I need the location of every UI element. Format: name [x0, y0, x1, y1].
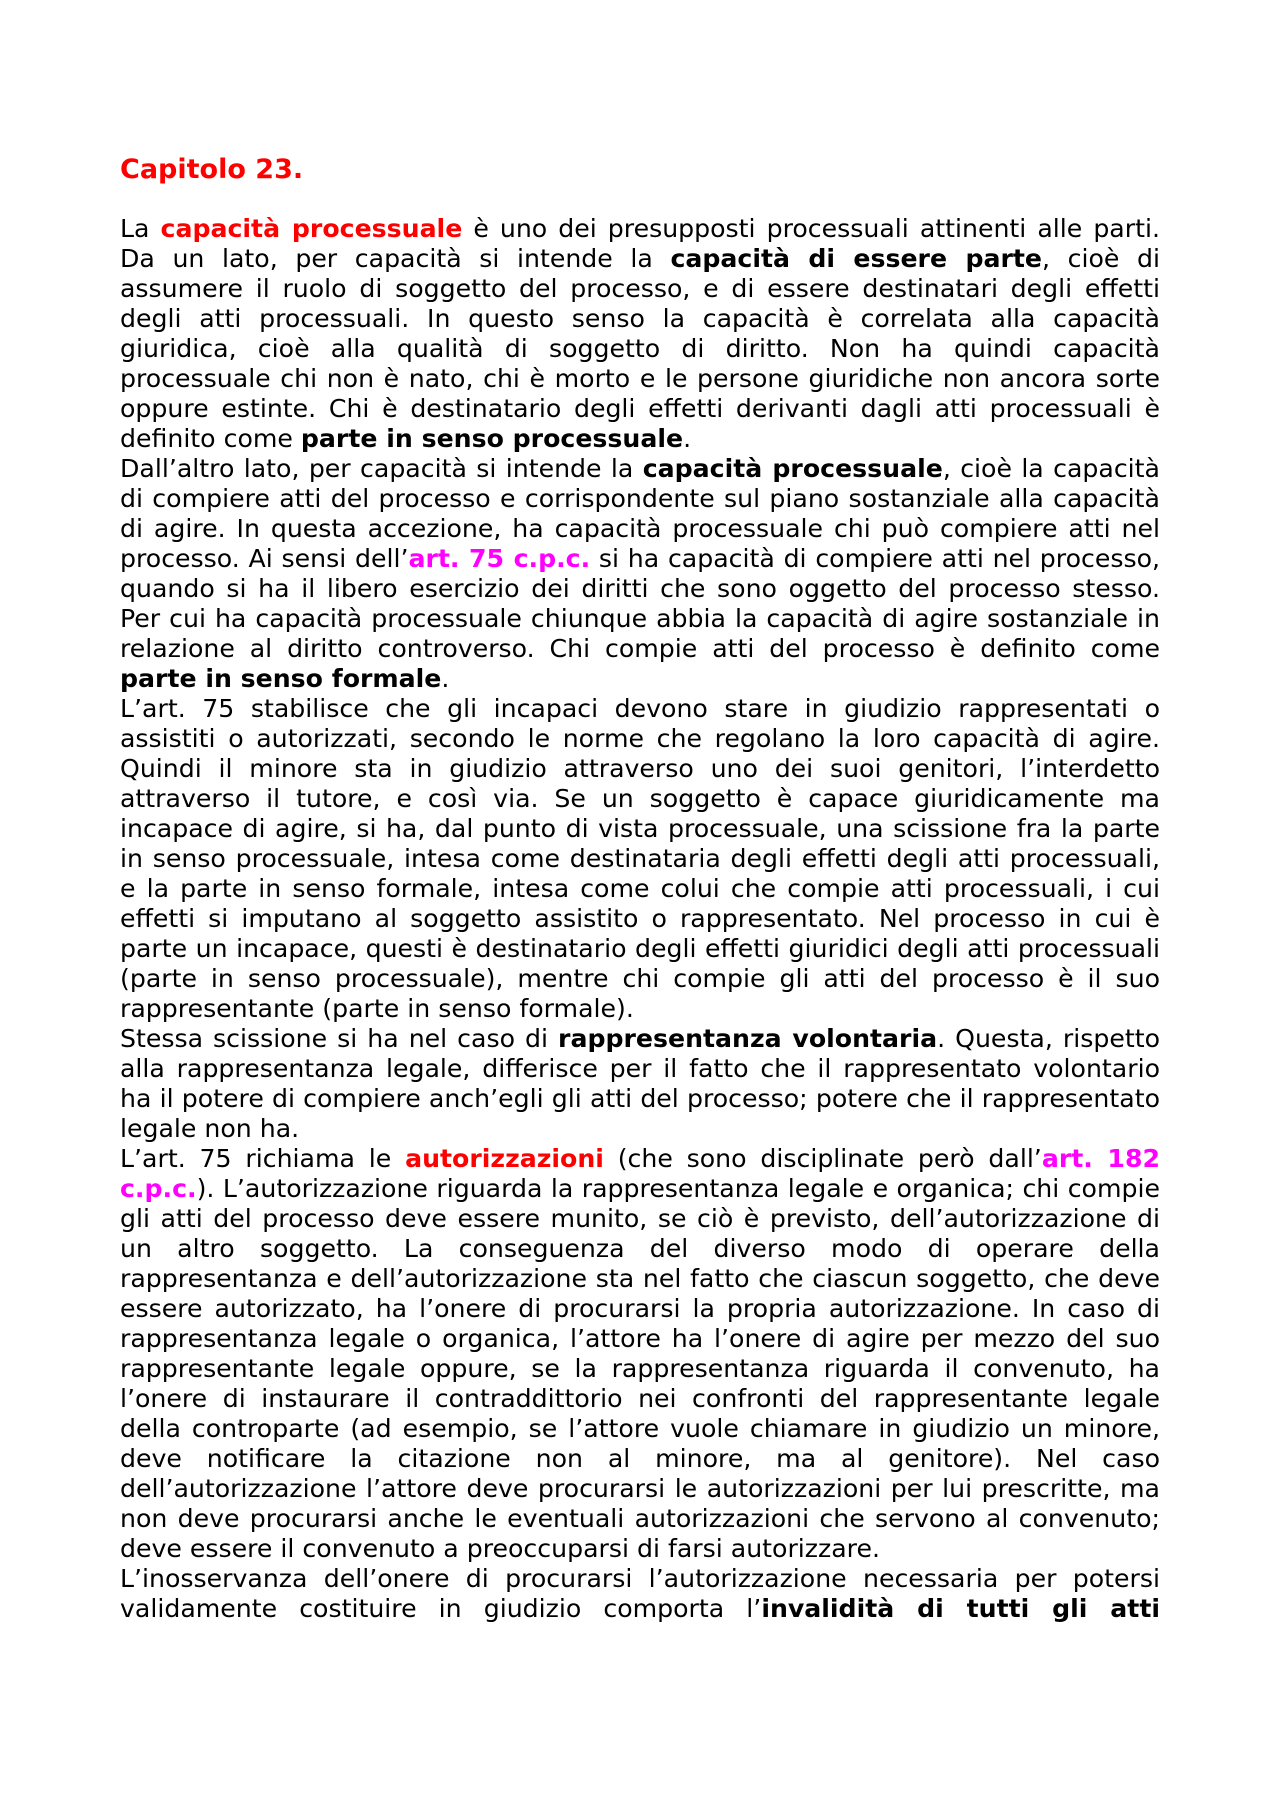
- paragraph-3: [120, 694, 1160, 1024]
- bold-term: parte in senso processuale: [300, 424, 684, 453]
- chapter-title: Capitolo 23.: [120, 154, 304, 185]
- key-term: capacità processuale: [160, 214, 463, 243]
- text-run: Dall’altro lato, per capacità si intende la: [120, 454, 643, 483]
- text-run: .: [441, 664, 450, 693]
- bold-term: rappresentanza volontaria: [558, 1024, 938, 1053]
- text-run: si ha capacità di compiere atti nel processo, quando si ha il libero esercizio dei diritti che sono oggetto del processo stesso. Per cui ha capacità processuale chiunque abbia la capacità di agire sostanziale in relazione al diritto controverso. Chi compie atti del processo è definito come: [120, 544, 1161, 663]
- paragraph-5: [120, 1144, 1160, 1564]
- text-run: (che sono disciplinate però dall’: [603, 1144, 1042, 1173]
- text-run: L’art. 75 richiama le: [120, 1144, 406, 1173]
- text-run: L’art. 75 stabilisce che gli incapaci devono stare in giudizio rappresentati o assistiti o autorizzati, secondo le norme che regolano la loro capacità di agire. Quindi il minore sta in giudizio attraverso uno dei suoi genitori, l’interdetto attraverso il tutore, e così via. Se un soggetto è capace giuridicamente ma incapace di agire, si ha, dal punto di vista processuale, una scissione fra la parte in senso processuale, intesa come destinataria degli effetti degli atti processuali, e la parte in senso formale, intesa come colui che compie atti processuali, i cui effetti si imputano al soggetto assistito o rappresentato. Nel processo in cui è parte un incapace, questi è destinatario degli effetti giuridici degli atti processuali (parte in senso processuale), mentre chi compie gli atti del processo è il suo rappresentante (parte in senso formale).: [120, 694, 1160, 1023]
- key-term: autorizzazioni: [405, 1144, 604, 1173]
- bold-term: capacità di essere parte: [670, 244, 1043, 273]
- paragraph-1: [120, 214, 1160, 454]
- paragraph-6: [120, 1564, 1160, 1624]
- paragraph-4: [120, 1024, 1160, 1144]
- bold-term: invalidità di tutti gli atti: [761, 1594, 1160, 1623]
- text-run: .: [683, 424, 692, 453]
- paragraph-2: [120, 454, 1160, 694]
- text-run: ). L’autorizzazione riguarda la rappresentanza legale e organica; chi compie gli atti del processo deve essere munito, se ciò è previsto, dell’autorizzazione di un altro soggetto. La conseguenza del diverso modo di operare della rappresentanza e dell’autorizzazione sta nel fatto che ciascun soggetto, che deve essere autorizzato, ha l’onere di procurarsi la propria autorizzazione. In caso di rappresentanza legale o organica, l’attore ha l’onere di agire per mezzo del suo rappresentante legale oppure, se la rappresentanza riguarda il convenuto, ha l’onere di instaurare il contraddittorio nei confronti del rappresentante legale della controparte (ad esempio, se l’attore vuole chiamare in giudizio un minore, deve notificare la citazione non al minore, ma al genitore). Nel caso dell’autorizzazione l’attore deve procurarsi le autorizzazioni per lui prescritte, ma non deve procurarsi anche le eventuali autorizzazioni che servono al convenuto; deve essere il convenuto a preoccuparsi di farsi autorizzare.: [120, 1174, 1160, 1563]
- article-reference: art. 182 c.p.c.: [120, 1144, 1161, 1203]
- text-run: . Questa, rispetto alla rappresentanza legale, differisce per il fatto che il rappresentato volontario ha il potere di compiere anch’egli gli atti del processo; potere che il rappresentato legale non ha.: [120, 1024, 1160, 1143]
- text-run: La: [120, 214, 161, 243]
- bold-term: parte in senso formale: [120, 664, 442, 693]
- text-run: L’inosservanza dell’onere di procurarsi l’autorizzazione necessaria per potersi validamente costituire in giudizio comporta l’: [120, 1564, 1160, 1623]
- document-page: [120, 148, 1160, 1624]
- bold-term: capacità processuale: [642, 454, 943, 483]
- text-run: è uno dei presupposti processuali attinenti alle parti. Da un lato, per capacità si intende la: [120, 214, 1160, 273]
- text-run: , cioè la capacità di compiere atti del processo e corrispondente sul piano sostanziale alla capacità di agire. In questa accezione, ha capacità processuale chi può compiere atti nel processo. Ai sensi dell’: [120, 454, 1160, 573]
- article-reference: art. 75 c.p.c.: [408, 544, 591, 573]
- text-run: Stessa scissione si ha nel caso di: [120, 1024, 559, 1053]
- text-run: , cioè di assumere il ruolo di soggetto del processo, e di essere destinatari degli effetti degli atti processuali. In questo senso la capacità è correlata alla capacità giuridica, cioè alla qualità di soggetto di diritto. Non ha quindi capacità processuale chi non è nato, chi è morto e le persone giuridiche non ancora sorte oppure estinte. Chi è destinatario degli effetti derivanti dagli atti processuali è definito come: [120, 244, 1160, 453]
